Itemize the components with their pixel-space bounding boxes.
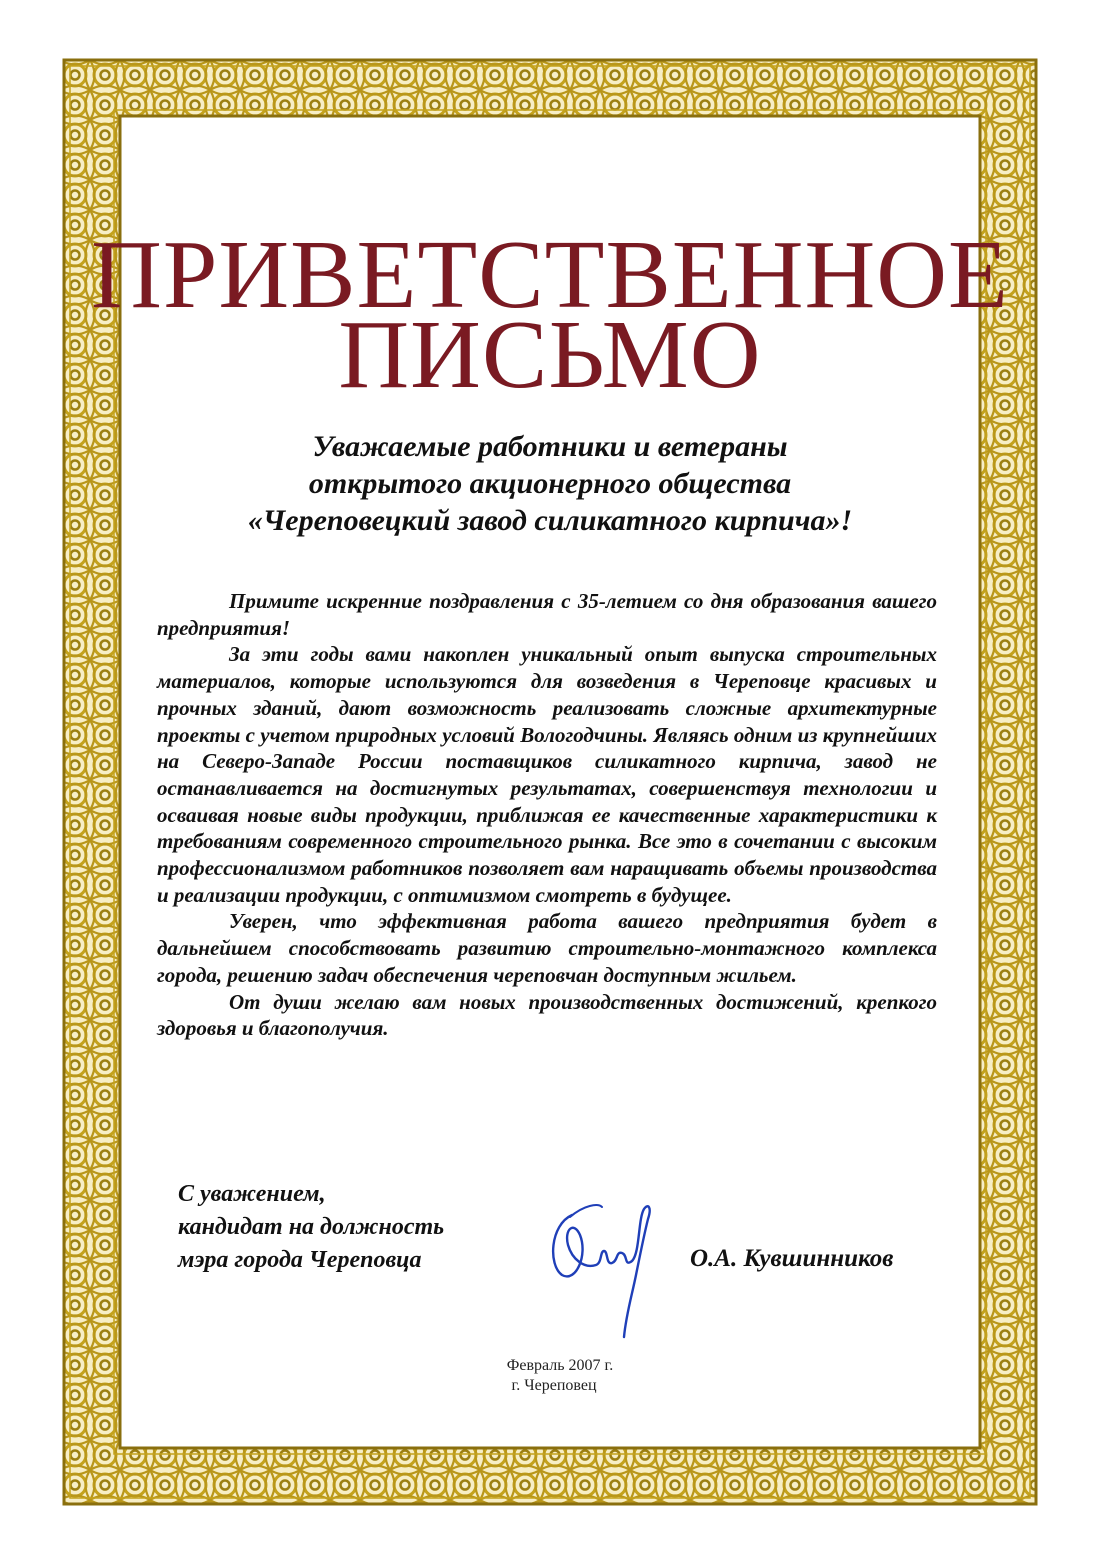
body-paragraph-2: За эти годы вами накоплен уникальный опыт выпуска строительных материалов, которые используются для возведения в Череповце красивых и прочных зданий, дают возможность реализовать сложные архитектурные проекты с учетом природных условий Вологодчины. Являясь одним из крупнейших на Северо-Западе России поставщиков силикатного кирпича, завод не останавливается на достигнутых результатах, совершенствуя технологии и осваивая новые виды продукции, приближая ее качественные характеристики к требованиям современного строительного рынка. Все это в сочетании с высоким профессионализмом работников позволяет вам наращивать объемы производства и реализации продукции, с оптимизмом смотреть в будущее. [157, 642, 937, 907]
closing-line-3: мэра города Череповца [178, 1247, 422, 1273]
handwritten-signature [540, 1195, 675, 1355]
title-line-1: ПРИВЕТСТВЕННОЕ [91, 221, 1009, 329]
letter-city: г. Череповец [511, 1377, 597, 1394]
address-line-2: открытого акционерного общества [308, 467, 792, 500]
address-line-3: «Череповецкий завод силикатного кирпича»! [247, 504, 853, 537]
closing-line-1: С уважением, [178, 1181, 326, 1207]
letter-body [157, 588, 937, 1042]
closing-block [178, 1178, 444, 1277]
body-paragraph-3: Уверен, что эффективная работа вашего предприятия будет в дальнейшем способствовать развитию строительно-монтажного комплекса города, решению задач обеспечения череповчан доступным жильем. [157, 909, 937, 987]
address-line-1: Уважаемые работники и ветераны [312, 430, 788, 463]
signer-name: О.А. Кувшинников [690, 1245, 894, 1272]
body-paragraph-4: От души желаю вам новых производственных достижений, крепкого здоровья и благополучия. [157, 989, 937, 1041]
closing-line-2: кандидат на должность [178, 1214, 445, 1240]
body-paragraph-1: Примите искренние поздравления с 35-летием со дня образования вашего предприятия! [157, 589, 937, 640]
title-line-2: ПИСЬМО [338, 301, 762, 409]
letter-date: Февраль 2007 г. [506, 1357, 614, 1374]
